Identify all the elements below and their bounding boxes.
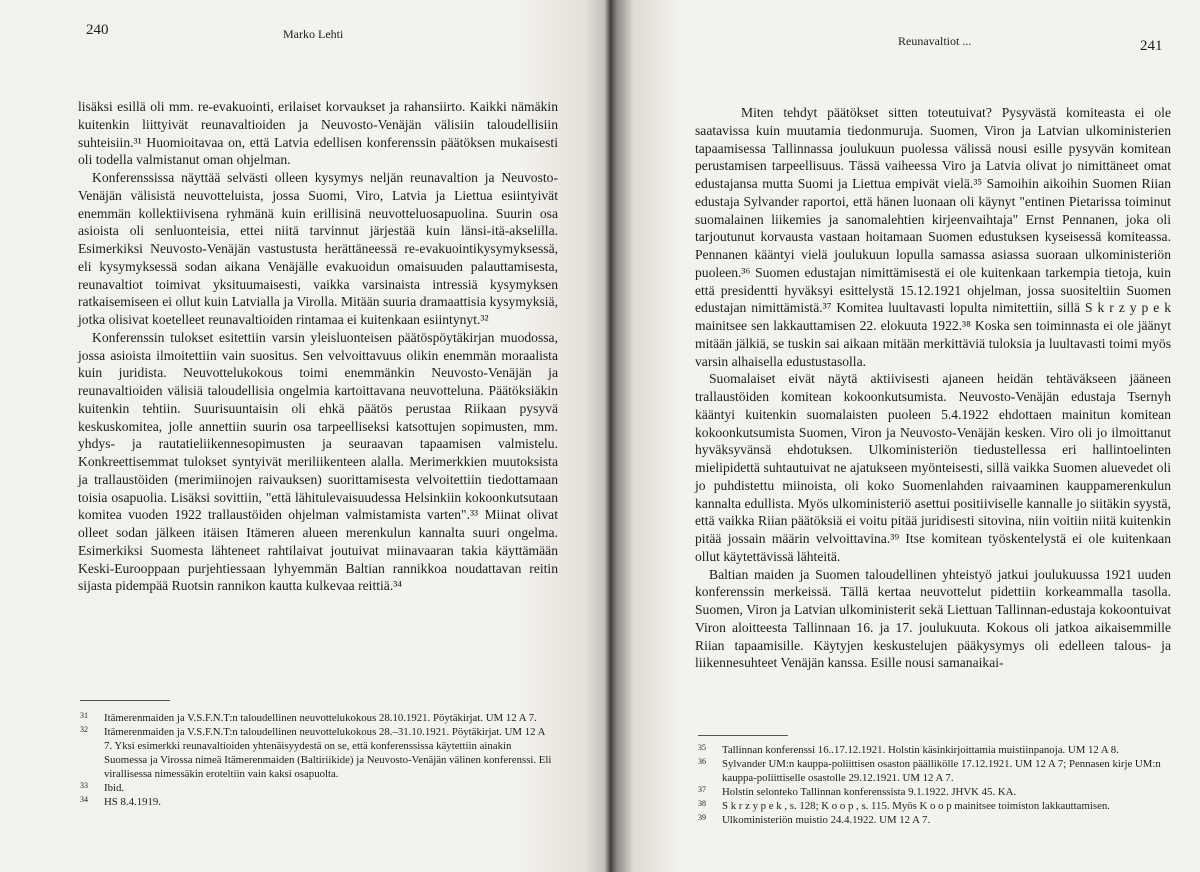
paragraph: Baltian maiden ja Suomen taloudellinen yhteistyö jatkui joulukuussa 1921 uuden konferenssin merkeissä. Tällä kertaa neuvottelut pidettiin korkeammalla tasolla. Suomen, Viron ja Latvian ulkoministerit sekä Liettuan Tallinnan-edustaja kokoontuivat Viron aloitteesta Tallinnaan 16. ja 17. joulukuuta. Kokous oli jatkoa aikaisemmille Riian tapaamisille. Käytyjen keskustelujen pääkysymys oli edelleen talous- ja liikennesuhteet Venäjän kanssa. Esille nousi samanaikai-: [695, 566, 1171, 671]
footnote-text: Tallinnan konferenssi 16..17.12.1921. Holstin käsinkirjoittamia muistiinpanoja. UM 12 A 8.: [722, 744, 1119, 756]
footnote-number: 31: [80, 711, 88, 720]
footnote: [80, 781, 554, 795]
running-head: Reunavaltiot ...: [898, 34, 972, 48]
paragraph: lisäksi esillä oli mm. re-evakuointi, erilaiset korvaukset ja rahansiirto. Kaikki nämäkin kuitenkin liittyivät reunavaltioiden ja Neuvosto-Venäjän välisiin taloudellisiin suhteisiin.³¹ Huomioitavaa on, että Latvia edellisen konferenssin päätöksen mukaisesti oli todella valmistanut oman ohjelman.: [78, 99, 558, 168]
footnote-rule: [698, 735, 788, 736]
footnote-text: S k r z y p e k , s. 128; K o o p , s. 115. Myös K o o p mainitsee toimiston lakkauttamisen.: [722, 800, 1110, 812]
footnote-rule: [80, 700, 170, 701]
paragraph: Suomalaiset eivät näytä aktiivisesti ajaneen heidän tehtäväkseen jääneen trallaustöiden komitean kokoonkutsumista. Neuvosto-Venäjän edustaja Tsernyh kääntyi kuitenkin suomalaisten puoleen 5.4.1922 ehdottaen mainitun komitean kokoonkutsumista Suomen, Viron ja Neuvosto-Venäjän kesken. Viro oli jo ilmoittanut hyväksyvänsä ehdotuksen. Ulkoministeriön tiedustellessa eri hallintoelinten mielipidettä suhtautuivat ne ajatukseen myönteisesti, sillä vaikka Suomen aluevedet oli jo puhdistettu miinoista, oli koko Suomenlahden raivaaminen kauppamerenkulun kannalta edullista. Myös ulkoministeriö asettui positiiviselle kannalle jo siitäkin syystä, että vaikka Riian päätöksiä ei voitu pitää juridisesti sitovina, niin voitiin niitä kuitenkin pitää jossain määrin velvoittavina.³⁹ Itse komitean työskentelystä ei ole kuitenkaan ollut käytettävissä lähteitä.: [695, 371, 1171, 564]
footnotes: [80, 711, 554, 809]
footnotes: [698, 743, 1170, 827]
footnote-text: Ibid.: [104, 782, 125, 794]
footnote: [698, 743, 1170, 757]
footnote-number: 39: [698, 813, 706, 822]
paragraph: Miten tehdyt päätökset sitten toteutuivat? Pysyvästä komiteasta ei ole saatavissa kuin muutamia tiedonmuruja. Suomen, Viron ja Latvian ulkoministerien tapaamisessa Tallinnassa joulukuun puolessa välissä nousi esille pysyvän komitean perustamisen tarpeellisuus. Tässä vaiheessa Viro ja Latvia olivat jo nimittäneet omat edustajansa mutta Suomi ja Liettua empivät vielä.³⁵ Samoihin aikoihin Suomen Riian edustaja Sylvander raportoi, että hänen luonaan oli käynyt "entinen Pietarissa toiminut suomalainen liikemies ja sanomalehtien kirjeenvaihtaja" Ernst Pennanen, joka oli tarjoutunut korvausta vastaan hoitamaan Suomen edustuksen kyseisessä komiteassa. Pennanen kääntyi vielä joulukuun lopulla samassa asiassa suoraan ulkoministeriön puoleen.³⁶ Suomen edustajan nimittämisestä ei ole kuitenkaan tarkempia tietoja, kuin että presidentti hyväksyi esittelystä 15.12.1921 ohjelman, jossa suositeltiin Suomen edustajan nimittämistä.³⁷ Komitea luultavasti lopulta nimitettiin, sillä S k r z y p e k mainitsee sen lakkauttamisen 22. elokuuta 1922.³⁸ Koska sen toiminnasta ei ole jäänyt mitään jälkiä, se tuskin sai aikaan mitään merkittäviä tuloksia ja luultavasti toimi myös varsin alhaisella edustustasolla.: [695, 105, 1171, 369]
footnote-text: Ulkoministeriön muistio 24.4.1922. UM 12 A 7.: [722, 814, 931, 826]
footnote-text: Holstin selonteko Tallinnan konferenssista 9.1.1922. JHVK 45. KA.: [722, 786, 1017, 798]
footnote-number: 34: [80, 795, 88, 804]
footnote-number: 37: [698, 785, 706, 794]
footnote: [698, 757, 1170, 785]
paragraph: Konferenssissa näyttää selvästi olleen kysymys neljän reunavaltion ja Neuvosto-Venäjän välisistä neuvotteluista, jossa Suomi, Viro, Latvia ja Liettua esiintyivät enemmän kollektiivisena ryhmänä kuin erillisinä neuvotteluosapuolina. Suurin osa asioista oli senluonteisia, ettei niitä tarvinnut järjestää kuin länsi-itä-akselilla. Esimerkiksi Neuvosto-Venäjän vastustusta herättäneessä re-evakuointikysymyksessä, eli kysymyksessä sodan aikana Venäjälle evakuoidun omaisuuden palauttamisesta, reunavaltiot toimivat yksituumaisesti, vaikka varsinaista intressiä kysymyksen ratkaisemiseen ei ollut kuin Latvialla ja Virolla. Mitään suuria dramaattisia kysymyksiä, jotka olisivat koetelleet reunavaltioiden rintamaa ei kuitenkaan esiintynyt.³²: [78, 170, 558, 327]
footnote: [80, 795, 554, 809]
right-page: [610, 0, 1200, 872]
footnote-number: 36: [698, 757, 706, 766]
footnote: [80, 725, 554, 781]
footnote-number: 38: [698, 799, 706, 808]
footnote: [698, 813, 1170, 827]
footnote-text: Itämerenmaiden ja V.S.F.N.T:n taloudellinen neuvottelukokous 28.–31.10.1921. Pöytäkirjat. UM 12 A 7. Yksi esimerkki reunavaltioiden yhtenäisyydestä on se, että konferenssissa käytettiin ainakin Suomessa ja Virossa nimeä Itämerenmaiden (Baltiriikide) ja Neuvosto-Venäjän välinen konferenssi. Eli virallisessa nimessäkin eroteltiin vain kaksi osapuolta.: [104, 726, 552, 780]
footnote: [698, 799, 1170, 813]
page-number: 241: [1140, 38, 1163, 54]
paragraph: Konferenssin tulokset esitettiin varsin yleisluonteisen päätöspöytäkirjan muodossa, jossa asioista ilmoitettiin vain suositus. Sen velvoittavuus olikin enemmän moraalista kuin juridista. Neuvottelukokous toimi enemmänkin Neuvosto-Venäjän ja reunavaltioiden välisiä taloudellisia ongelmia kartoittavana neuvotteluna. Päätöksiäkin kuitenkin tehtiin. Suurisuuntaisin oli ehkä päätös perustaa Riikaan pysyvä keskuskomitea, jolle annettiin suurin osa tarpeelliseksi katsottujen sopimusten, mm. yhdys- ja rautatieliikennesopimusten ja seuraavan tapaamisen valmistelu. Konkreettisemmat tulokset syntyivät meriliikenteen alalla. Merimerkkien muutoksista ja trallaustöiden (merimiinojen raivauksen) suorittamisesta velvoitettiin tiedottamaan toisia osapuolia. Lisäksi sovittiin, "että lähitulevaisuudessa Helsinkiin kokoonkutsutaan komitea vuoden 1922 trallaustöiden ohjelman valmistamista varten".³³ Miinat olivat olleet sodan jälkeen itäisen Itämeren alueen merenkulun kannalta suuri ongelma. Esimerkiksi Suomesta lähteneet rahtilaivat joutuivat miinavaaran takia käyttämään Keski-Eurooppaan purjehtiessaan lyhyemmän Baltian rannikkoa noudattavan reitin sijasta pidempää Ruotsin rannikon kautta kulkevaa reittiä.³⁴: [78, 329, 558, 594]
body-text: [695, 104, 1171, 672]
running-head: Marko Lehti: [283, 27, 344, 41]
footnote-text: HS 8.4.1919.: [104, 796, 161, 808]
footnote-text: Itämerenmaiden ja V.S.F.N.T:n taloudellinen neuvottelukokous 28.10.1921. Pöytäkirjat. UM 12 A 7.: [104, 712, 537, 724]
footnote-text: Sylvander UM:n kauppa-poliittisen osaston päällikölle 17.12.1921. UM 12 A 7; Pennasen kirje UM:n kauppa-poliittiselle osastolle 29.12.1921. UM 12 A 7.: [722, 758, 1161, 784]
footnote: [80, 711, 554, 725]
page-number: 240: [86, 22, 109, 38]
footnote-number: 33: [80, 781, 88, 790]
footnote: [698, 785, 1170, 799]
footnote-number: 32: [80, 725, 88, 734]
body-text: [78, 98, 558, 595]
footnote-number: 35: [698, 743, 706, 752]
